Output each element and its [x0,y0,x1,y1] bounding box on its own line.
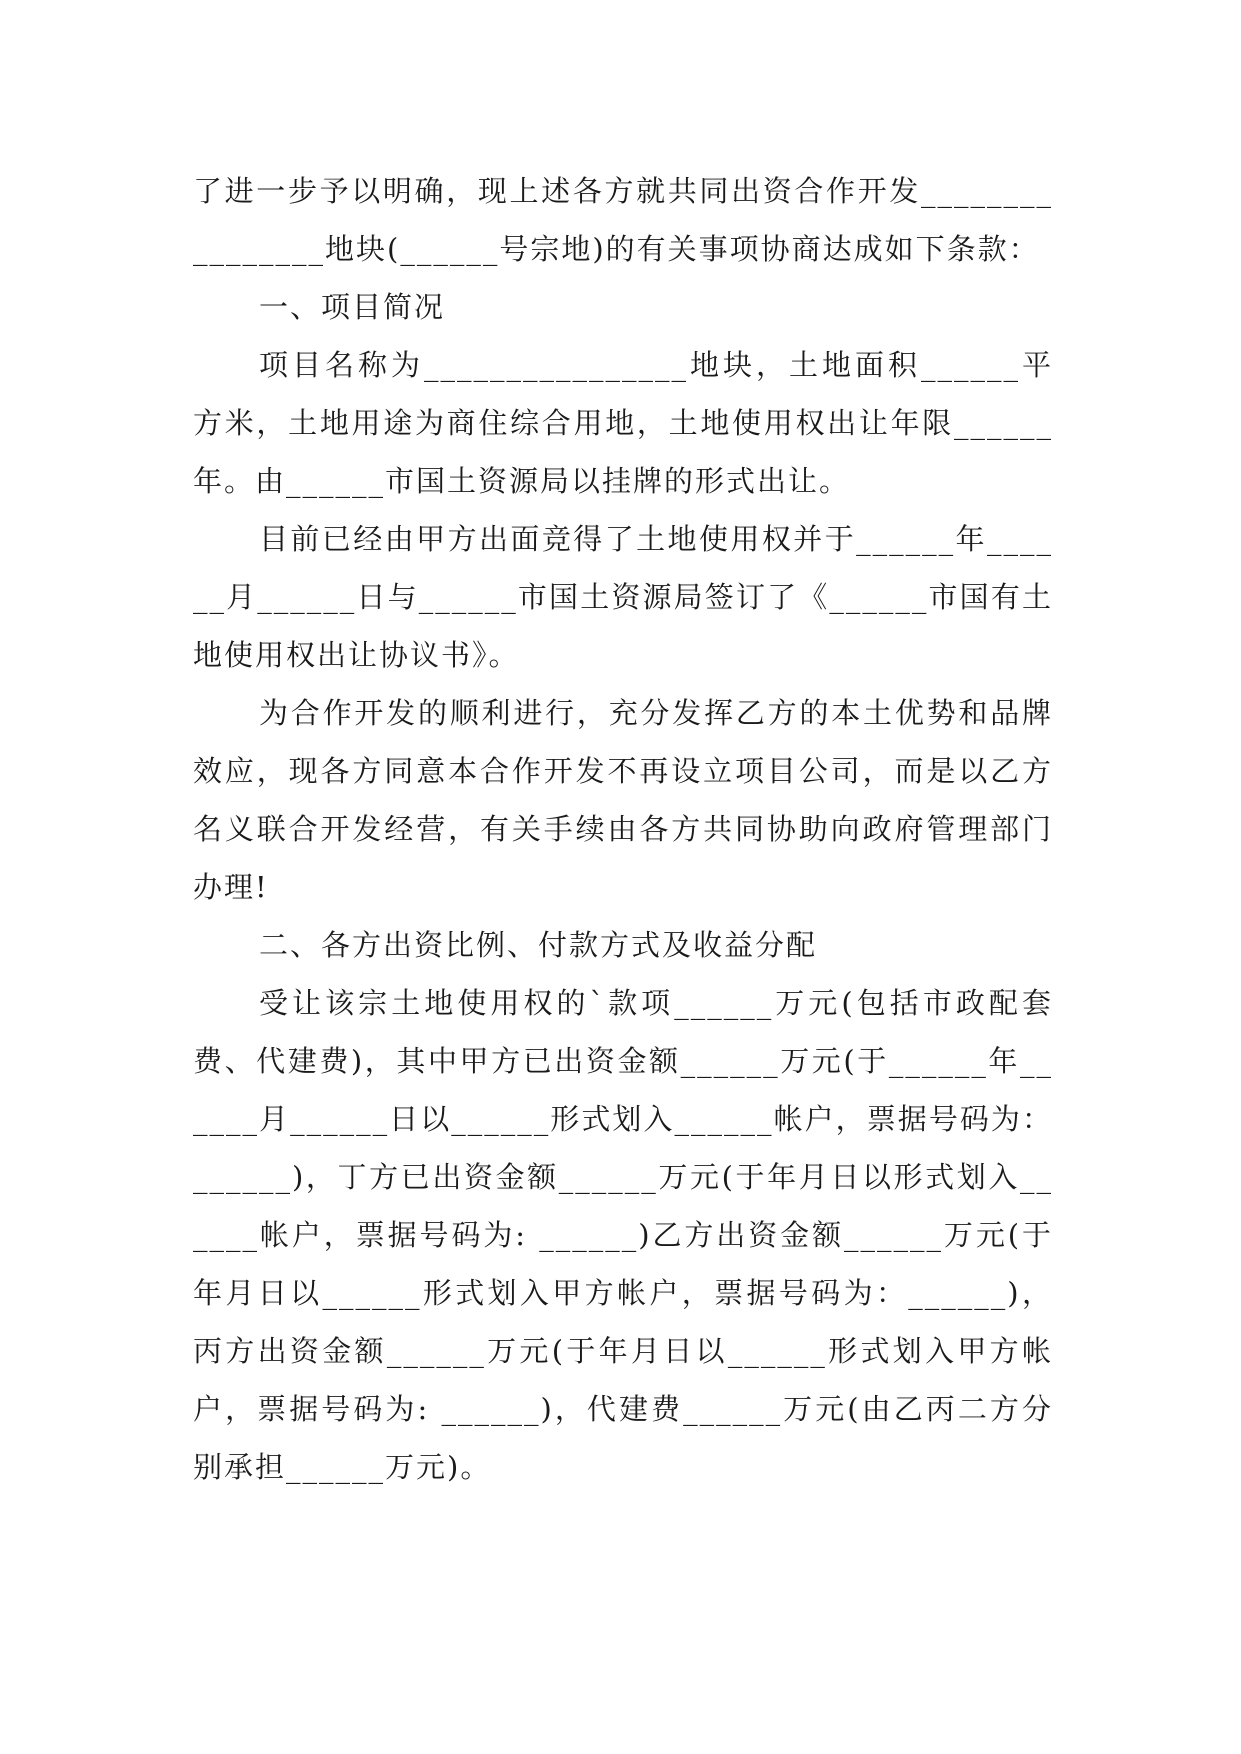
section-heading-project-overview: 一、项目简况 [259,290,446,324]
paragraph-intro: 了进一步予以明确，现上述各方就共同出资合作开发________________地块(______号宗地)的有关事项协商达成如下条款： [193,174,1053,266]
paragraph-cooperation: 为合作开发的顺利进行，充分发挥乙方的本土优势和品牌效应，现各方同意本合作开发不再设立项目公司，而是以乙方名义联合开发经营，有关手续由各方共同协助向政府管理部门办理! [193,696,1053,904]
paragraph-payment: 受让该宗土地使用权的`款项______万元(包括市政配套费、代建费)，其中甲方已出资金额______万元(于______年______月______日以______形式划入______帐户，票据号码为：______)，丁方已出资金额______万元(于年月日以形式划入______帐户，票据号码为: ______)乙方出资金额______万元(于年月日以______形式划入甲方帐户，票据号码为：______)，丙方出资金额______万元(于年月日以______形式划入甲方帐户，票据号码为: ______)，代建费______万元(由乙丙二方分别承担______万元)。 [193,986,1053,1484]
document-body [193,162,1053,1496]
paragraph-land-use-right: 目前已经由甲方出面竞得了土地使用权并于______年______月______日与______市国土资源局签订了《______市国有土地使用权出让协议书》。 [193,522,1053,672]
paragraph-project-name: 项目名称为________________地块，土地面积______平方米，土地用途为商住综合用地，土地使用权出让年限______年。由______市国土资源局以挂牌的形式出让。 [193,348,1053,498]
section-heading-investment: 二、各方出资比例、付款方式及收益分配 [259,928,818,962]
